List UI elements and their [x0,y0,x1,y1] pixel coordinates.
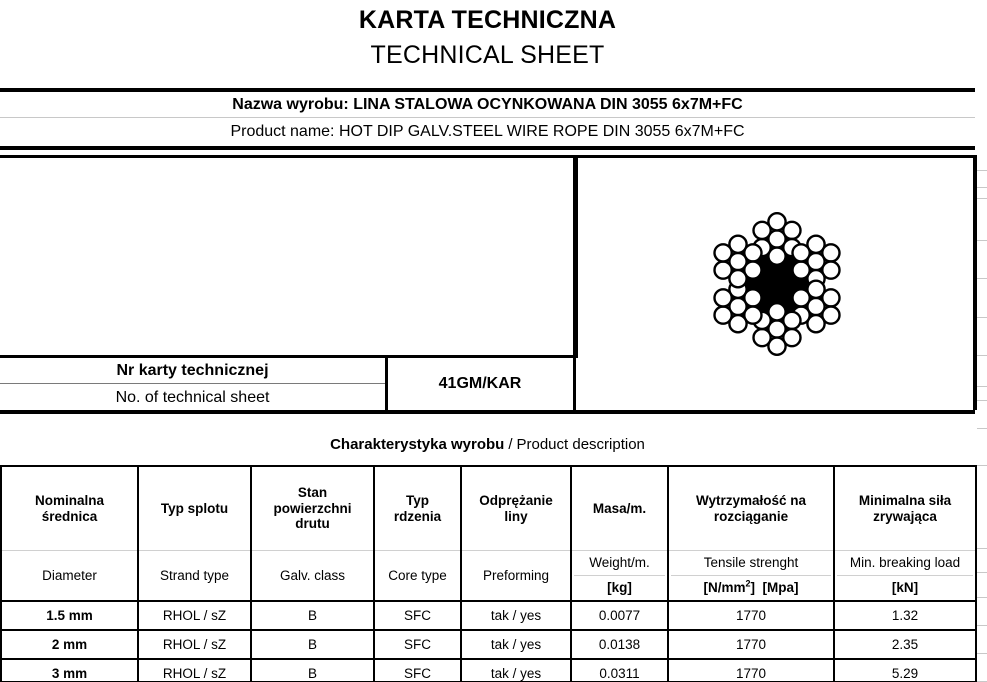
gridline [977,317,987,318]
gridline [977,597,987,598]
cell-core-type: SFC [374,630,461,659]
rope-cross-section-6x7-fc-icon [712,194,842,374]
product-photo-panel [0,158,573,355]
gridline [977,572,987,573]
table-header-row-pl [1,466,976,551]
col-unit-breaking-load: [kN] [891,580,919,595]
section-caption-separator: / [508,435,513,453]
col-header-breaking-load-en: Min. breaking load [837,551,973,576]
col-header-strand-type-en: Strand type [138,551,251,602]
divider [0,146,975,150]
cell-tensile: 1770 [668,659,834,682]
col-header-core-type-pl: Typ rdzenia [374,466,461,551]
cell-breaking-load: 2.35 [834,630,976,659]
cell-strand-type: RHOL / sZ [138,630,251,659]
product-name-en: Product name: HOT DIP GALV.STEEL WIRE ROPE DIN 3055 6x7M+FC [230,122,745,140]
section-caption [0,428,975,460]
cell-galv-class: B [251,659,374,682]
col-header-breaking-load-pl: Minimalna siła zrywająca [834,466,976,551]
cell-preforming: tak / yes [461,659,571,682]
card-number-value: 41GM/KAR [438,375,522,392]
table-row [1,630,976,659]
divider [0,410,975,414]
page-title-en: TECHNICAL SHEET [370,41,605,69]
cell-diameter: 3 mm [1,659,138,682]
gridline [977,198,987,199]
col-header-galv-class-pl: Stan powierzchni drutu [251,466,374,551]
cell-strand-type: RHOL / sZ [138,601,251,630]
cell-core-type: SFC [374,601,461,630]
cell-diameter: 1.5 mm [1,601,138,630]
card-number-label-en: No. of technical sheet [115,388,270,406]
col-header-weight-pl: Masa/m. [571,466,668,551]
col-header-tensile-en: Tensile strenght [671,551,831,576]
cell-tensile: 1770 [668,601,834,630]
col-header-breaking-load-en-group [834,551,976,602]
col-header-strand-type-pl: Typ splotu [138,466,251,551]
gridline [977,625,987,626]
card-number-label-pl: Nr karty technicznej [116,361,269,379]
col-header-core-type-en: Core type [374,551,461,602]
cell-preforming: tak / yes [461,601,571,630]
col-header-tensile-en-group [668,551,834,602]
gridline [977,240,987,241]
gridline [977,400,987,401]
cell-breaking-load: 5.29 [834,659,976,682]
cell-weight: 0.0311 [571,659,668,682]
divider [0,383,385,384]
gridline [977,187,987,188]
section-caption-en: Product description [516,435,645,453]
cell-weight: 0.0077 [571,601,668,630]
cell-weight: 0.0138 [571,630,668,659]
cell-diameter: 2 mm [1,630,138,659]
col-header-diameter-pl: Nominalna średnica [1,466,138,551]
gridline [977,278,987,279]
col-header-weight-en: Weight/m. [574,551,665,576]
rope-cross-section-panel [578,158,975,410]
col-header-preforming-en: Preforming [461,551,571,602]
cell-galv-class: B [251,601,374,630]
table-row [1,659,976,682]
gridline [977,355,987,356]
cell-breaking-load: 1.32 [834,601,976,630]
cell-strand-type: RHOL / sZ [138,659,251,682]
panel-border-right [973,155,977,410]
gridline [977,170,987,171]
gridline [977,548,987,549]
sheet-title-block [0,0,975,88]
table-header-row-en [1,551,976,602]
cell-core-type: SFC [374,659,461,682]
col-header-diameter-en: Diameter [1,551,138,602]
col-unit-weight: [kg] [607,580,632,595]
col-unit-tensile: $[N/mm^2]$ [Mpa] [703,578,799,595]
col-header-preforming-pl: Odprężanie liny [461,466,571,551]
gridline [977,428,987,429]
gridline [977,386,987,387]
table-row [1,601,976,630]
product-characteristics-table [0,465,977,682]
gridline [977,653,987,654]
divider [0,117,975,118]
cell-separator [573,357,576,412]
col-header-tensile-pl: Wytrzymałość na rozciąganie [668,466,834,551]
page-title-pl: KARTA TECHNICZNA [358,6,617,34]
cell-tensile: 1770 [668,630,834,659]
cell-preforming: tak / yes [461,630,571,659]
gridline [977,465,987,466]
section-caption-pl: Charakterystyka wyrobu [330,435,505,453]
col-header-galv-class-en: Galv. class [251,551,374,602]
product-name-pl: Nazwa wyrobu: LINA STALOWA OCYNKOWANA DIN 3055 6x7M+FC [232,95,743,113]
cell-galv-class: B [251,630,374,659]
col-header-weight-en-group [571,551,668,602]
